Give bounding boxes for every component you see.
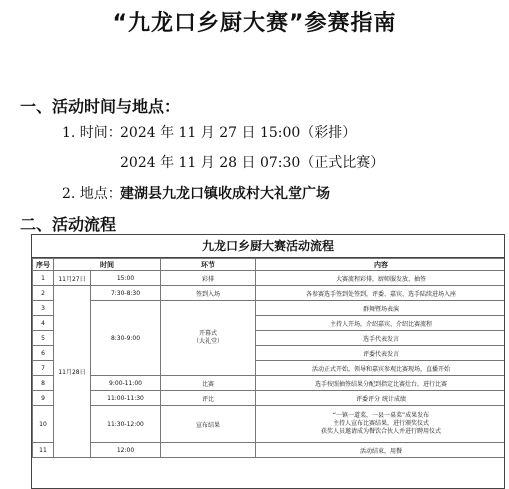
time-line-2: 2024 年 11 月 28 日 07:30（正式比赛） — [120, 155, 385, 171]
row-time: 8:30-9:00 — [91, 301, 161, 376]
page-title: “九龙口乡厨大赛”参赛指南 — [112, 11, 397, 36]
row-content — [256, 406, 506, 443]
row-date: 11月27日 — [54, 271, 91, 286]
header-stage: 环节 — [161, 259, 256, 271]
row-time: 11:00-11:30 — [91, 391, 161, 406]
time-label: 1. 时间： — [62, 125, 122, 141]
process-table — [32, 258, 505, 458]
table-header-row — [33, 259, 506, 271]
table-row — [33, 271, 506, 286]
content-line: 获奖人员邀请成为餐饮合伙人并进行聘用仪式 — [320, 428, 441, 435]
row-time: 11:30-12:00 — [91, 406, 161, 443]
row-content: 选手代表发言 — [256, 331, 506, 346]
row-content: 活动正式开始，领导和嘉宾参观比赛现场，直播开始 — [256, 361, 506, 376]
row-stage — [161, 443, 256, 458]
row-content: 主持人开场，介绍嘉宾、介绍比赛流程 — [256, 316, 506, 331]
row-content: 评委评分 统计成绩 — [256, 391, 506, 406]
row-no: 11 — [33, 443, 54, 458]
table-row — [33, 391, 506, 406]
row-no: 10 — [33, 406, 54, 443]
row-content: 评委代表发言 — [256, 346, 506, 361]
row-no: 7 — [33, 361, 54, 376]
table-row — [33, 301, 506, 316]
table-row — [33, 443, 506, 458]
process-table-container — [31, 234, 505, 489]
row-date: 11月28日 — [54, 286, 91, 458]
row-no: 9 — [33, 391, 54, 406]
row-stage: 签到入场 — [161, 286, 256, 301]
table-row — [33, 286, 506, 301]
location-label: 2. 地点： — [62, 186, 122, 202]
header-no: 序号 — [33, 259, 54, 271]
content-line: “一镇一道菜，一县一桌菜”成果发布 — [332, 412, 430, 419]
row-stage: 宣布结果 — [161, 406, 256, 443]
row-time: 15:00 — [91, 271, 161, 286]
stage-line: 开幕式 — [198, 330, 217, 337]
header-content: 内容 — [256, 259, 506, 271]
header-time: 时间 — [54, 259, 161, 271]
row-stage: 评比 — [161, 391, 256, 406]
row-time: 9:00-11:00 — [91, 376, 161, 391]
row-no: 6 — [33, 346, 54, 361]
row-time: 12:00 — [91, 443, 161, 458]
row-content: 大赛流程彩排，厨师服发放、抽签 — [256, 271, 506, 286]
row-no: 4 — [33, 316, 54, 331]
row-content: 选手按照抽签结果分配到指定比赛灶台，进行比赛 — [256, 376, 506, 391]
table-row — [33, 376, 506, 391]
table-row — [33, 406, 506, 443]
row-content: 活动结束，用餐 — [256, 443, 506, 458]
row-no: 3 — [33, 301, 54, 316]
row-no: 5 — [33, 331, 54, 346]
row-no: 1 — [33, 271, 54, 286]
section-heading-time-location: 一、活动时间与地点： — [20, 97, 181, 116]
section-heading-process: 二、活动流程 — [20, 215, 117, 234]
row-no: 2 — [33, 286, 54, 301]
row-content: 各参赛选手签到处签到，评委、嘉宾、选手陆续进场入座 — [256, 286, 506, 301]
row-stage: 彩排 — [161, 271, 256, 286]
time-line-1: 2024 年 11 月 27 日 15:00（彩排） — [120, 125, 357, 141]
content-line: 主持人宣布比赛结果，进行颁奖仪式 — [332, 420, 429, 427]
stage-line: （大礼堂） — [192, 338, 223, 345]
row-no: 8 — [33, 376, 54, 391]
location-text: 建湖县九龙口镇收成村大礼堂广场 — [120, 186, 330, 202]
row-stage — [161, 301, 256, 376]
table-title: 九龙口乡厨大赛活动流程 — [32, 235, 504, 258]
row-time: 7:30-8:30 — [91, 286, 161, 301]
row-stage: 比赛 — [161, 376, 256, 391]
row-content: 群舞暨场表演 — [256, 301, 506, 316]
